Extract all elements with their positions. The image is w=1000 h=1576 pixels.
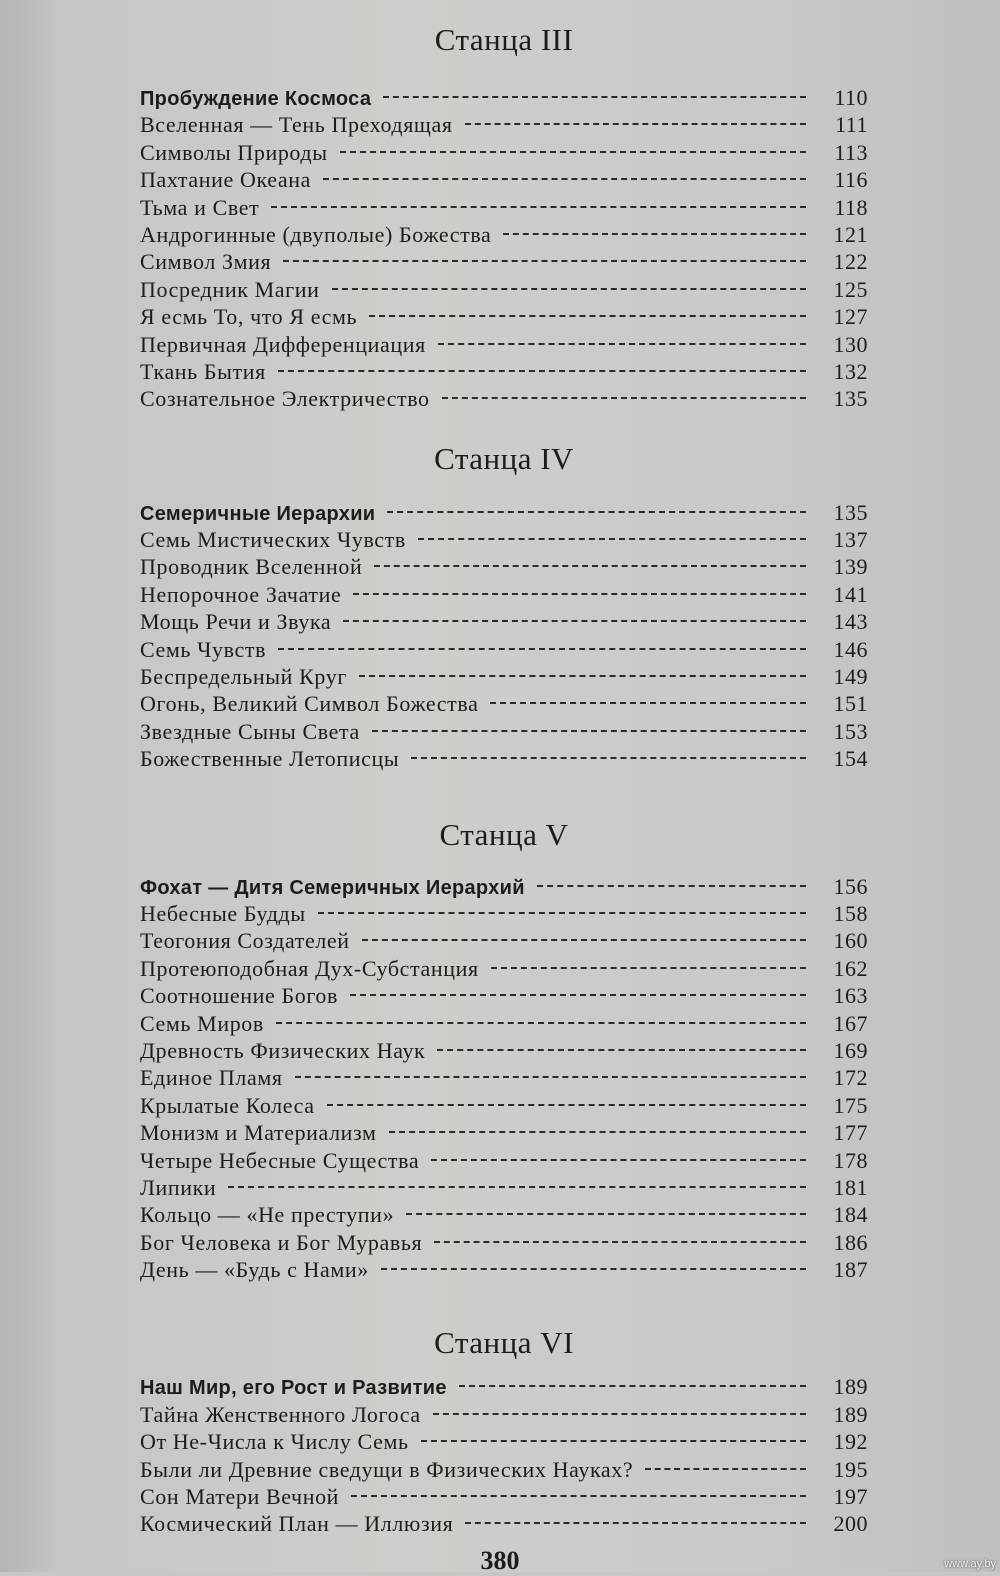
dot-leader <box>387 511 806 513</box>
dot-leader <box>442 397 806 399</box>
toc-entry-page: 197 <box>833 1484 868 1510</box>
toc-entry <box>140 358 868 385</box>
toc-entry <box>140 331 868 358</box>
toc-entry-page: 200 <box>833 1511 868 1537</box>
toc-entry-page: 139 <box>833 554 868 580</box>
toc-entry <box>140 1428 868 1455</box>
toc-entry <box>140 900 868 927</box>
toc-entry <box>140 553 868 580</box>
dot-leader <box>359 675 806 677</box>
section-stanza-3 <box>140 0 868 413</box>
toc-entry-page: 146 <box>833 636 868 662</box>
toc-entry-page: 175 <box>833 1092 868 1118</box>
toc-entry <box>140 1092 868 1119</box>
dot-leader <box>438 343 806 345</box>
toc-entry-title: Кольцо — «Не преступи» <box>140 1202 395 1228</box>
toc-entry-title: Мощь Речи и Звука <box>140 609 332 635</box>
toc-entry-page: 118 <box>834 194 868 220</box>
toc-list <box>140 499 868 773</box>
toc-entry <box>140 526 868 553</box>
dot-leader <box>318 912 806 914</box>
toc-entry <box>140 1174 868 1201</box>
toc-entry-title: Символ Змия <box>140 249 272 275</box>
toc-entry-page: 172 <box>833 1065 868 1091</box>
toc-entry-page: 163 <box>833 983 868 1009</box>
toc-entry-title: Протеюподобная Дух-Субстанция <box>140 955 479 981</box>
section-stanza-5 <box>140 817 868 1284</box>
dot-leader <box>490 702 806 704</box>
dot-leader <box>271 206 806 208</box>
toc-entry <box>140 927 868 954</box>
toc-entry-title: Фохат — Дитя Семеричных Иерархий <box>140 876 525 899</box>
dot-leader <box>389 1131 806 1133</box>
toc-entry <box>140 1373 868 1400</box>
toc-entry <box>140 982 868 1009</box>
toc-entry-page: 111 <box>835 112 868 138</box>
toc-entry <box>140 166 868 193</box>
toc-entry-title: Сон Матери Вечной <box>140 1484 340 1510</box>
toc-entry-title: Были ли Древние сведущи в Физических Науках? <box>140 1456 634 1482</box>
dot-leader <box>406 1213 806 1215</box>
toc-entry-page: 141 <box>833 581 868 607</box>
toc-entry <box>140 1010 868 1037</box>
toc-entry <box>140 1229 868 1256</box>
toc-entry-title: Пахтание Океана <box>140 167 311 193</box>
watermark: www.ay.by <box>944 1558 996 1570</box>
dot-leader <box>434 1241 806 1243</box>
toc-entry <box>140 718 868 745</box>
dot-leader <box>343 620 806 622</box>
toc-entry <box>140 581 868 608</box>
toc-entry-page: 189 <box>833 1401 868 1427</box>
toc-entry <box>140 139 868 166</box>
dot-leader <box>283 260 806 262</box>
section-title: Станца VI <box>434 1325 574 1361</box>
toc-entry-title: Крылатые Колеса <box>140 1092 315 1118</box>
section-stanza-4 <box>140 441 868 773</box>
toc-entry-title: Монизм и Материализм <box>140 1120 377 1146</box>
toc-entry <box>140 1401 868 1428</box>
toc-entry <box>140 745 868 772</box>
toc-entry-page: 154 <box>833 746 868 772</box>
toc-entry <box>140 499 868 526</box>
toc-entry-page: 143 <box>833 609 868 635</box>
toc-entry-page: 177 <box>833 1120 868 1146</box>
toc-entry-title: Тьма и Свет <box>140 194 260 220</box>
dot-leader <box>278 370 806 372</box>
toc-entry-title: Космический План — Иллюзия <box>140 1511 454 1537</box>
toc-entry <box>140 1147 868 1174</box>
toc-entry <box>140 1064 868 1091</box>
toc-entry <box>140 663 868 690</box>
toc-entry <box>140 248 868 275</box>
toc-entry <box>140 111 868 138</box>
dot-leader <box>353 593 806 595</box>
toc-entry-title: Единое Пламя <box>140 1065 283 1091</box>
toc-entry-title: Божественные Летописцы <box>140 746 400 772</box>
toc-entry <box>140 194 868 221</box>
toc-entry-page: 156 <box>833 873 868 899</box>
toc-entry-title: Ткань Бытия <box>140 358 266 384</box>
toc-entry-title: Звездные Сыны Света <box>140 718 360 744</box>
toc-entry-page: 160 <box>833 928 868 954</box>
toc-entry <box>140 955 868 982</box>
toc-entry <box>140 385 868 412</box>
toc-entry-page: 167 <box>833 1010 868 1036</box>
dot-leader <box>295 1076 806 1078</box>
toc-entry-page: 116 <box>834 167 868 193</box>
toc-list <box>140 1373 868 1537</box>
dot-leader <box>491 967 806 969</box>
toc-entry <box>140 1256 868 1283</box>
toc-entry-page: 110 <box>834 85 868 110</box>
dot-leader <box>537 885 806 887</box>
dot-leader <box>369 315 806 317</box>
toc-entry-title: День — «Будь с Нами» <box>140 1257 369 1283</box>
dot-leader <box>418 538 806 540</box>
toc-entry <box>140 1037 868 1064</box>
toc-entry-page: 125 <box>833 276 868 302</box>
toc-entry <box>140 276 868 303</box>
dot-leader <box>383 96 806 98</box>
dot-leader <box>332 288 807 290</box>
toc-entry-title: Проводник Вселенной <box>140 554 363 580</box>
dot-leader <box>351 1495 806 1497</box>
toc-entry <box>140 84 868 111</box>
toc-entry-page: 153 <box>833 718 868 744</box>
toc-entry <box>140 1483 868 1510</box>
toc-entry-page: 132 <box>833 358 868 384</box>
toc-entry-page: 113 <box>834 139 868 165</box>
toc-entry-title: Соотношение Богов <box>140 983 338 1009</box>
toc-entry-title: Непорочное Зачатие <box>140 581 342 607</box>
toc-entry-title: Вселенная — Тень Преходящая <box>140 112 453 138</box>
toc-entry <box>140 221 868 248</box>
dot-leader <box>372 730 806 732</box>
toc-entry-page: 130 <box>833 331 868 357</box>
toc-entry-title: Четыре Небесные Существа <box>140 1147 420 1173</box>
dot-leader <box>276 1022 806 1024</box>
toc-entry <box>140 873 868 900</box>
toc-entry-page: 121 <box>833 221 868 247</box>
toc-list <box>140 84 868 413</box>
toc-entry-title: Я есмь То, что Я есмь <box>140 304 358 330</box>
section-title: Станца V <box>439 816 569 852</box>
dot-leader <box>350 994 806 996</box>
toc-entry-page: 127 <box>833 304 868 330</box>
toc-entry-page: 162 <box>833 955 868 981</box>
toc-entry-page: 187 <box>833 1257 868 1283</box>
toc-entry-page: 169 <box>833 1037 868 1063</box>
dot-leader <box>465 123 806 125</box>
toc-entry-title: Древность Физических Наук <box>140 1037 426 1063</box>
page-number: 380 <box>480 1546 520 1575</box>
toc-entry <box>140 1119 868 1146</box>
toc-entry <box>140 1510 868 1537</box>
toc-entry <box>140 690 868 717</box>
toc-entry-title: Семеричные Иерархии <box>140 502 376 525</box>
toc-entry-page: 149 <box>833 664 868 690</box>
dot-leader <box>278 648 806 650</box>
dot-leader <box>465 1522 806 1524</box>
dot-leader <box>433 1413 806 1415</box>
toc-entry-page: 195 <box>833 1456 868 1482</box>
toc-entry-title: Липики <box>140 1174 217 1200</box>
dot-leader <box>381 1268 806 1270</box>
toc-entry-page: 186 <box>833 1229 868 1255</box>
dot-leader <box>431 1159 806 1161</box>
toc-entry <box>140 1456 868 1483</box>
section-title: Станца IV <box>434 440 574 476</box>
toc-entry-title: Первичная Дифференциация <box>140 331 426 357</box>
toc-entry-title: Семь Миров <box>140 1010 264 1036</box>
dot-leader <box>421 1440 806 1442</box>
dot-leader <box>327 1104 806 1106</box>
toc-entry-page: 135 <box>833 386 868 412</box>
dot-leader <box>645 1468 806 1470</box>
toc-entry-page: 158 <box>833 900 868 926</box>
toc-entry-page: 135 <box>833 499 868 525</box>
dot-leader <box>374 565 806 567</box>
toc-entry-page: 122 <box>833 249 868 275</box>
dot-leader <box>437 1049 806 1051</box>
dot-leader <box>459 1385 806 1387</box>
dot-leader <box>340 151 806 153</box>
section-title: Станца III <box>434 22 574 57</box>
section-stanza-6 <box>140 1325 868 1537</box>
toc-entry <box>140 636 868 663</box>
toc-entry-page: 178 <box>833 1147 868 1173</box>
dot-leader <box>411 757 806 759</box>
toc-entry-title: Небесные Будды <box>140 900 306 926</box>
toc-entry-title: Наш Мир, его Рост и Развитие <box>140 1377 447 1400</box>
dot-leader <box>228 1186 806 1188</box>
dot-leader <box>323 178 806 180</box>
toc-entry-title: Семь Чувств <box>140 636 267 662</box>
toc-entry-title: Теогония Создателей <box>140 928 350 954</box>
toc-entry-title: Бог Человека и Бог Муравья <box>140 1229 423 1255</box>
toc-entry <box>140 608 868 635</box>
toc-entry-page: 192 <box>833 1429 868 1455</box>
toc-entry-title: Сознательное Электричество <box>140 386 430 412</box>
dot-leader <box>503 233 806 235</box>
toc-entry-title: Семь Мистических Чувств <box>140 527 406 553</box>
toc-entry-title: Беспредельный Круг <box>140 664 347 690</box>
toc-entry-title: Посредник Магии <box>140 276 320 302</box>
toc-entry-title: Огонь, Великий Символ Божества <box>140 691 479 717</box>
toc-entry-page: 181 <box>833 1174 868 1200</box>
toc-entry <box>140 1201 868 1228</box>
toc-entry-title: Тайна Женственного Логоса <box>140 1401 421 1427</box>
dot-leader <box>362 939 806 941</box>
toc-entry-title: От Не-Числа к Числу Семь <box>140 1429 409 1455</box>
toc-entry-title: Пробуждение Космоса <box>140 88 372 110</box>
toc-entry-title: Символы Природы <box>140 139 328 165</box>
toc-entry-title: Андрогинные (двуполые) Божества <box>140 221 492 247</box>
toc-list <box>140 873 868 1284</box>
toc-entry-page: 189 <box>833 1374 868 1400</box>
toc-entry <box>140 303 868 330</box>
toc-entry-page: 151 <box>833 691 868 717</box>
toc-entry-page: 137 <box>833 527 868 553</box>
toc-entry-page: 184 <box>833 1202 868 1228</box>
